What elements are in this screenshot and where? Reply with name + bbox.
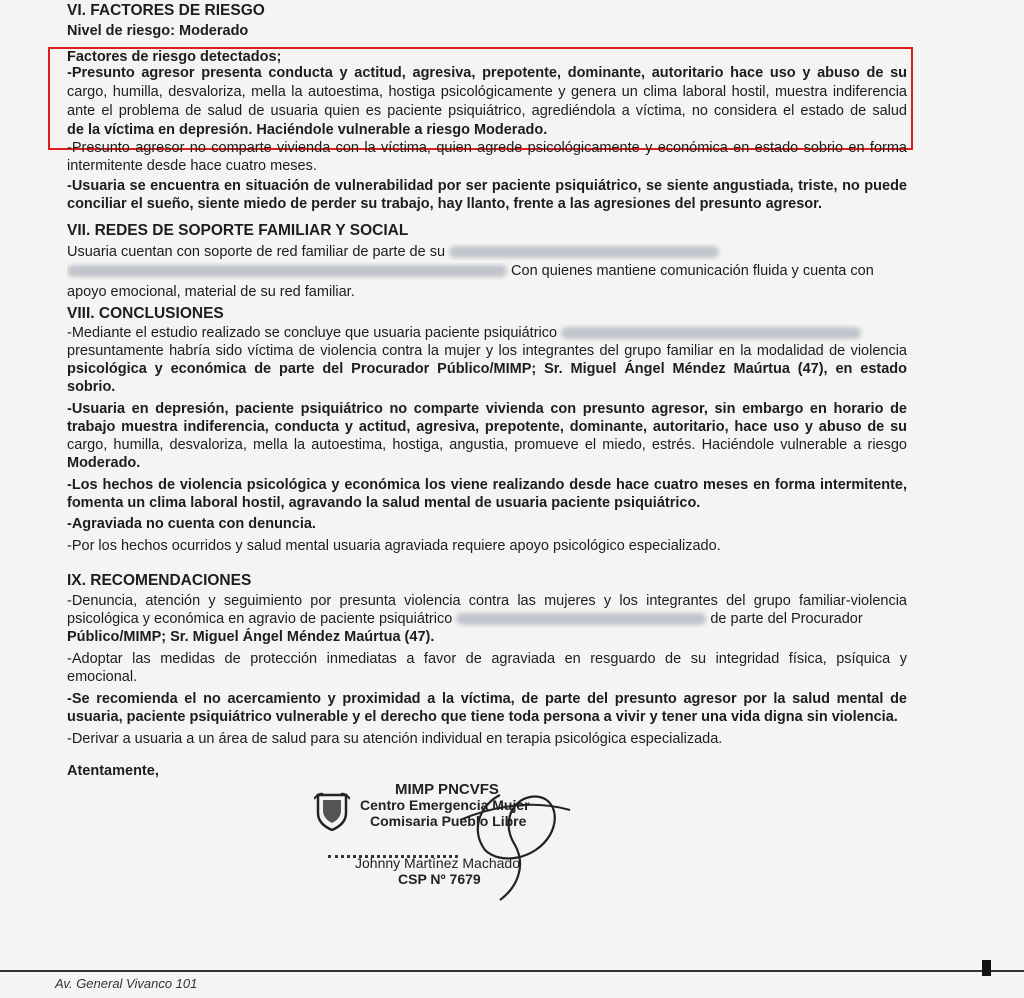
signer-name: Johnny Martínez Machado [355, 855, 520, 871]
recommendation-2a: -Adoptar las medidas de protección inmediatas a favor de agraviada en resguardo de su integridad física, psíquica y [67, 651, 907, 667]
conclusion-2b: trabajo muestra indiferencia, conducta y actitud, agresiva, prepotente, dominante, autoritario, hace uso y abuso de su [67, 419, 907, 435]
recommendation-3a: -Se recomienda el no acercamiento y proximidad a la víctima, de parte del presunto agresor por la salud mental de [67, 691, 907, 707]
signer-number: CSP Nº 7679 [398, 871, 481, 887]
highlighted-line-1: -Presunto agresor presenta conducta y actitud, agresiva, prepotente, dominante, autoritario hace uso y abuso de su [67, 65, 907, 81]
highlighted-line-2: cargo, humilla, desvaloriza, mella la autoestima, hostiga psicológicamente y genera un clima laboral hostil, muestra indiferencia [67, 84, 907, 100]
risk-level: Nivel de riesgo: Moderado [67, 23, 249, 39]
recommendation-1b: psicológica y económica en agravio de paciente psiquiátrico de parte del Procurador [67, 611, 863, 627]
conclusion-5: -Por los hechos ocurridos y salud mental usuaria agraviada requiere apoyo psicológico especializado. [67, 538, 721, 554]
section-heading-risk-factors: VI. FACTORES DE RIESGO [67, 2, 265, 19]
conclusion-1a: -Mediante el estudio realizado se concluye que usuaria paciente psiquiátrico [67, 324, 907, 342]
footer-mark [982, 960, 991, 976]
conclusion-3a: -Los hechos de violencia psicológica y económica los viene realizando desde hace cuatro meses en forma intermitente, [67, 477, 907, 493]
recommendation-2b: emocional. [67, 669, 138, 685]
recommendation-4: -Derivar a usuaria a un área de salud para su atención individual en terapia psicológica especializada. [67, 731, 723, 747]
redacted-name [561, 327, 861, 339]
stamp-org: MIMP PNCVFS [395, 781, 499, 798]
section-heading-recommendations: IX. RECOMENDACIONES [67, 572, 252, 589]
redacted-names [67, 265, 507, 277]
recommendation-3b: usuaria, paciente psiquiátrico vulnerable y el derecho que tiene toda persona a vivir y tener una vida digna sin violencia. [67, 709, 898, 725]
conclusion-2c: cargo, humilla, desvaloriza, mella la autoestima, hostiga, angustia, promueve el miedo, estrés. Haciéndole vulnerable a riesgo [67, 437, 907, 453]
recommendation-1a: -Denuncia, atención y seguimiento por presunta violencia contra las mujeres y los integrantes del grupo familiar-violencia [67, 593, 907, 609]
risk-paragraph-3b: conciliar el sueño, siente miedo de perder su trabajo, hay llanto, frente a las agresiones del presunto agresor. [67, 196, 823, 212]
conclusion-4: -Agraviada no cuenta con denuncia. [67, 516, 316, 532]
redacted-name [456, 613, 706, 625]
support-line-3: apoyo emocional, material de su red familiar. [67, 284, 355, 300]
support-line-2: Con quienes mantiene comunicación fluida y cuenta con [67, 262, 907, 280]
stamp-center: Centro Emergencia Mujer [360, 797, 530, 813]
closing-salutation: Atentamente, [67, 763, 159, 779]
highlighted-line-4: de la víctima en depresión. Haciéndole vulnerable a riesgo Moderado. [67, 122, 548, 138]
risk-paragraph-2b: intermitente desde hace cuatro meses. [67, 158, 317, 174]
conclusion-2a: -Usuaria en depresión, paciente psiquiátrico no comparte vivienda con presunto agresor, sin embargo en horario de [67, 401, 907, 417]
support-line-1: Usuaria cuentan con soporte de red familiar de parte de su [67, 243, 907, 261]
risk-paragraph-3a: -Usuaria se encuentra en situación de vulnerabilidad por ser paciente psiquiátrico, se siente angustiada, triste, no puede [67, 178, 907, 194]
section-heading-support: VII. REDES DE SOPORTE FAMILIAR Y SOCIAL [67, 222, 409, 239]
redacted-names [449, 246, 719, 258]
conclusion-1b: presuntamente habría sido víctima de violencia contra la mujer y los integrantes del grupo familiar en la modalidad de violencia [67, 343, 907, 359]
official-stamp [310, 775, 610, 905]
conclusion-2d: Moderado. [67, 455, 141, 471]
conclusion-1c: psicológica y económica de parte del Procurador Público/MIMP; Sr. Miguel Ángel Méndez Maúrtua (47), en estado [67, 361, 907, 377]
highlighted-line-3: ante el problema de salud de usuaria quien es paciente psiquiátrico, agrediéndola a víctima, no considera el estado de salud [67, 103, 907, 119]
conclusion-1d: sobrio. [67, 379, 116, 395]
signature-mark [440, 775, 580, 905]
footer-rule [0, 970, 1024, 972]
coat-of-arms-icon [314, 791, 350, 831]
risk-factors-label: Factores de riesgo detectados; [67, 49, 282, 65]
risk-paragraph-2a: -Presunto agresor no comparte vivienda con la víctima, quien agrede psicológicamente y económica en estado sobrio en forma [67, 140, 907, 156]
recommendation-1c: Público/MIMP; Sr. Miguel Ángel Méndez Maúrtua (47). [67, 629, 435, 645]
footer-address: Av. General Vivanco 101 [55, 976, 198, 991]
stamp-station: Comisaria Pueblo Libre [370, 813, 527, 829]
section-heading-conclusions: VIII. CONCLUSIONES [67, 305, 224, 322]
conclusion-3b: fomenta un clima laboral hostil, agravando la salud mental de usuaria paciente psiquiátrico. [67, 495, 701, 511]
